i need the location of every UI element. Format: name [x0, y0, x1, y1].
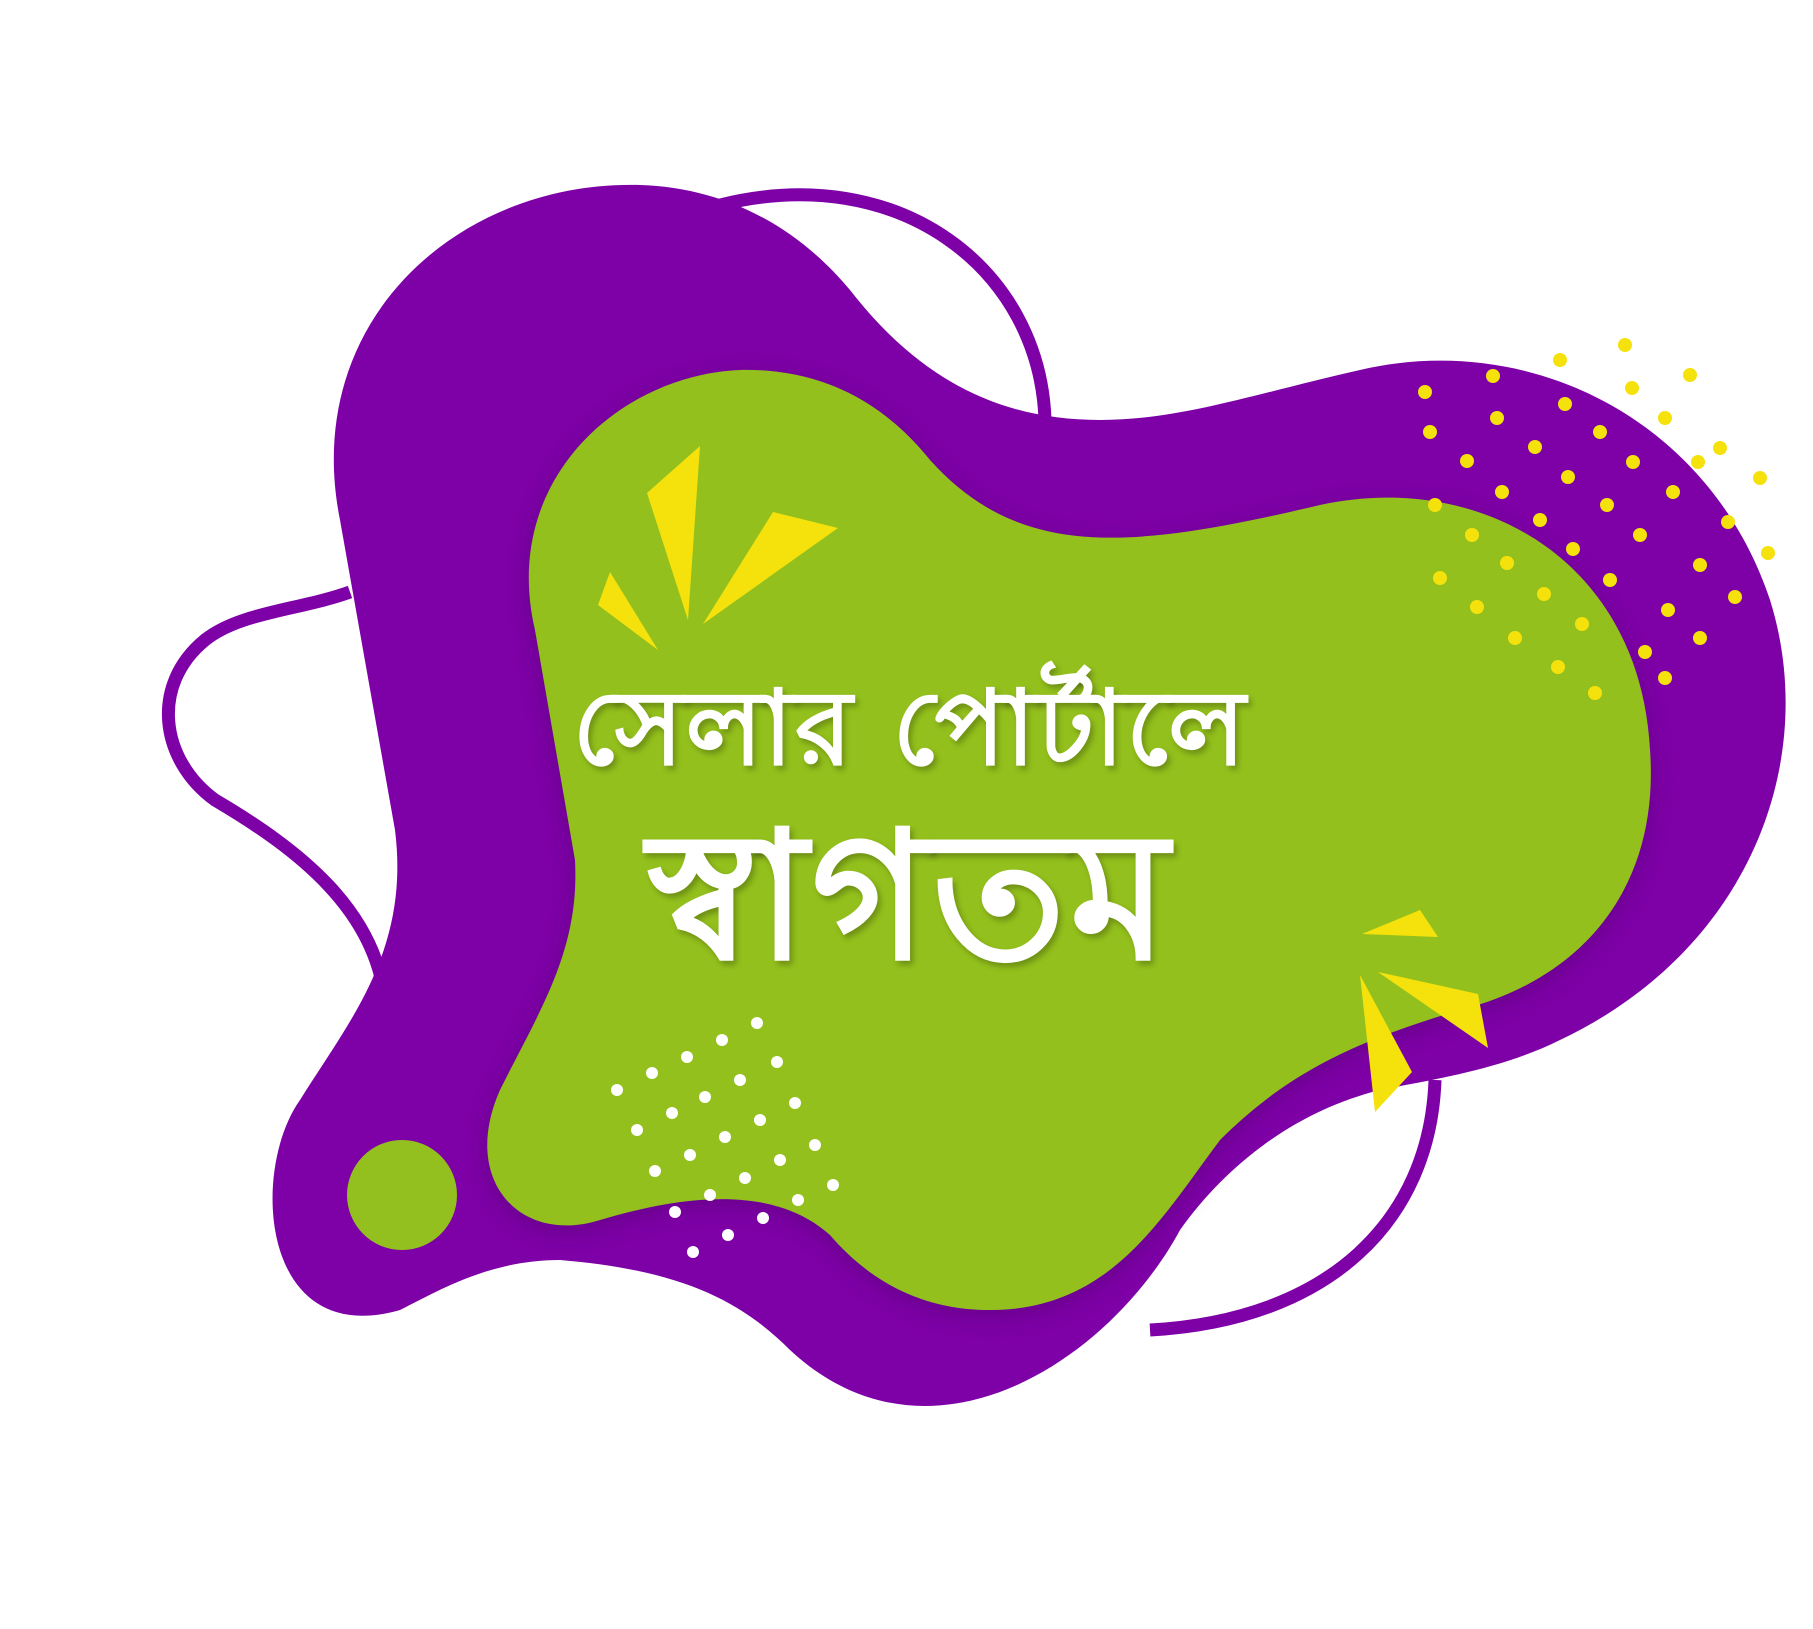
- green-dot: [347, 1140, 457, 1250]
- outline-loop-left: [168, 592, 385, 1000]
- headline-line-2: স্বাগতম: [647, 793, 1173, 1000]
- headline-line-1: সেলার পোর্টালে: [572, 667, 1248, 789]
